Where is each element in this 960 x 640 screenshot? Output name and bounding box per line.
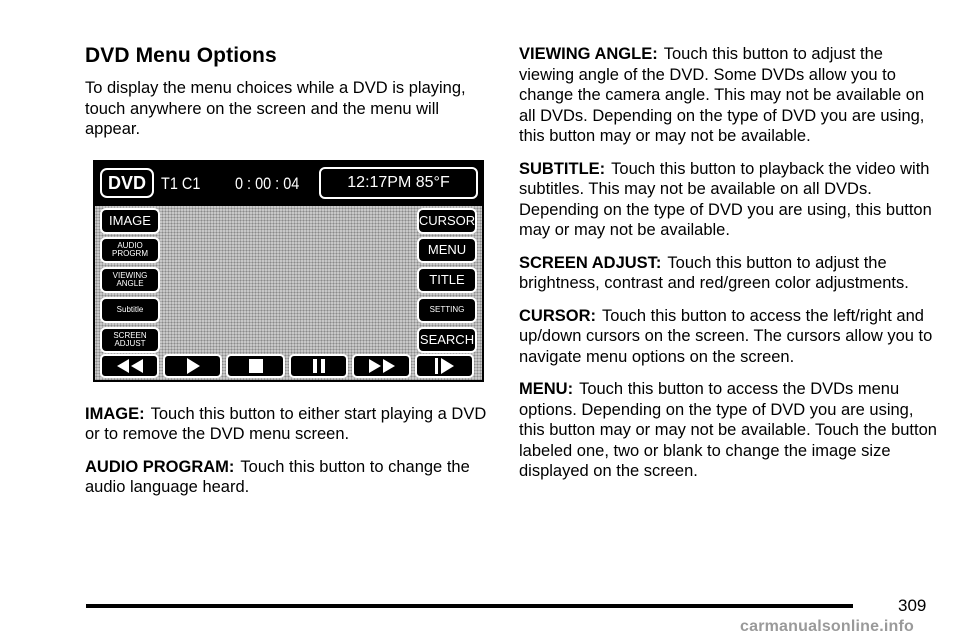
pause-icon bbox=[313, 359, 325, 373]
subtitle-button[interactable]: Subtitle bbox=[100, 297, 160, 323]
term-label: AUDIO PROGRAM: bbox=[85, 457, 235, 476]
term-label: MENU: bbox=[519, 380, 574, 398]
setting-button[interactable]: SETTING bbox=[417, 297, 477, 323]
elapsed-time: 0 : 00 : 04 bbox=[235, 173, 300, 193]
page-title: DVD Menu Options bbox=[85, 44, 277, 67]
title-button[interactable]: TITLE bbox=[417, 267, 477, 293]
term-text: Touch this button to access the DVDs menu options. Depending on the type of DVD you are using, this button may or may not be available. Touch the button labeled one, two or blank to change the image size displayed on the screen. bbox=[519, 380, 937, 480]
footer-rule bbox=[86, 604, 853, 608]
image-description bbox=[85, 404, 495, 445]
next-icon bbox=[435, 358, 455, 374]
intro-paragraph: To display the menu choices while a DVD is playing, touch anywhere on the screen and the menu will appear. bbox=[85, 79, 466, 138]
page-number: 309 bbox=[898, 596, 927, 615]
pause-button[interactable] bbox=[289, 354, 348, 378]
term-label: SUBTITLE: bbox=[519, 159, 606, 178]
next-button[interactable] bbox=[415, 354, 474, 378]
search-button[interactable]: SEARCH bbox=[417, 327, 477, 353]
term-text: Touch this button to adjust the brightness, contrast and red/green color adjustments. bbox=[519, 253, 909, 292]
term-text: Touch this button to either start playing a DVD or to remove the DVD menu screen. bbox=[85, 404, 487, 443]
term-text: Touch this button to access the left/right and up/down cursors on the screen. The cursors allow you to navigate menu options on the screen. bbox=[519, 306, 933, 366]
dvd-logo: DVD bbox=[100, 168, 154, 198]
screen-adjust-description bbox=[519, 253, 939, 294]
stop-icon bbox=[249, 359, 263, 373]
track-chapter: T1 C1 bbox=[161, 173, 201, 193]
term-label: CURSOR: bbox=[519, 306, 596, 325]
term-label: IMAGE: bbox=[85, 404, 145, 423]
term-label: VIEWING ANGLE: bbox=[519, 45, 658, 63]
term-label: SCREEN ADJUST: bbox=[519, 253, 662, 272]
rewind-button[interactable] bbox=[100, 354, 159, 378]
rewind-icon bbox=[115, 359, 145, 373]
dvd-status-bar bbox=[95, 162, 482, 206]
term-text: Touch this button to playback the video with subtitles. This may not be available on all DVDs. Depending on the type of DVD you are using, this button may or may not be available. bbox=[519, 159, 932, 239]
watermark: carmanualsonline.info bbox=[740, 618, 915, 635]
term-text: Touch this button to adjust the viewing angle of the DVD. Some DVDs allow you to change the camera angle. This may not be available on all DVDs. Depending on the type of DVD you are using, this button may or may not be available. bbox=[519, 45, 925, 145]
subtitle-description bbox=[519, 159, 939, 241]
play-button[interactable] bbox=[163, 354, 222, 378]
play-icon bbox=[185, 358, 201, 374]
menu-button[interactable]: MENU bbox=[417, 237, 477, 263]
cursor-button[interactable]: CURSOR bbox=[417, 208, 477, 234]
stop-button[interactable] bbox=[226, 354, 285, 378]
left-column bbox=[85, 44, 495, 510]
audio-program-button[interactable]: AUDIO PROGRM bbox=[100, 237, 160, 263]
menu-description bbox=[519, 379, 939, 482]
clock-temperature: 12:17PM 85°F bbox=[319, 167, 478, 199]
viewing-angle-button[interactable]: VIEWING ANGLE bbox=[100, 267, 160, 293]
dvd-screen-figure bbox=[93, 160, 484, 382]
fast-forward-button[interactable] bbox=[352, 354, 411, 378]
right-column bbox=[519, 44, 939, 494]
cursor-description bbox=[519, 306, 939, 368]
image-button[interactable]: IMAGE bbox=[100, 208, 160, 234]
audio-program-description bbox=[85, 457, 495, 498]
fast-forward-icon bbox=[367, 359, 397, 373]
term-text: Touch this button to change the audio language heard. bbox=[85, 457, 470, 496]
viewing-angle-description bbox=[519, 44, 939, 147]
screen-adjust-button[interactable]: SCREEN ADJUST bbox=[100, 327, 160, 353]
